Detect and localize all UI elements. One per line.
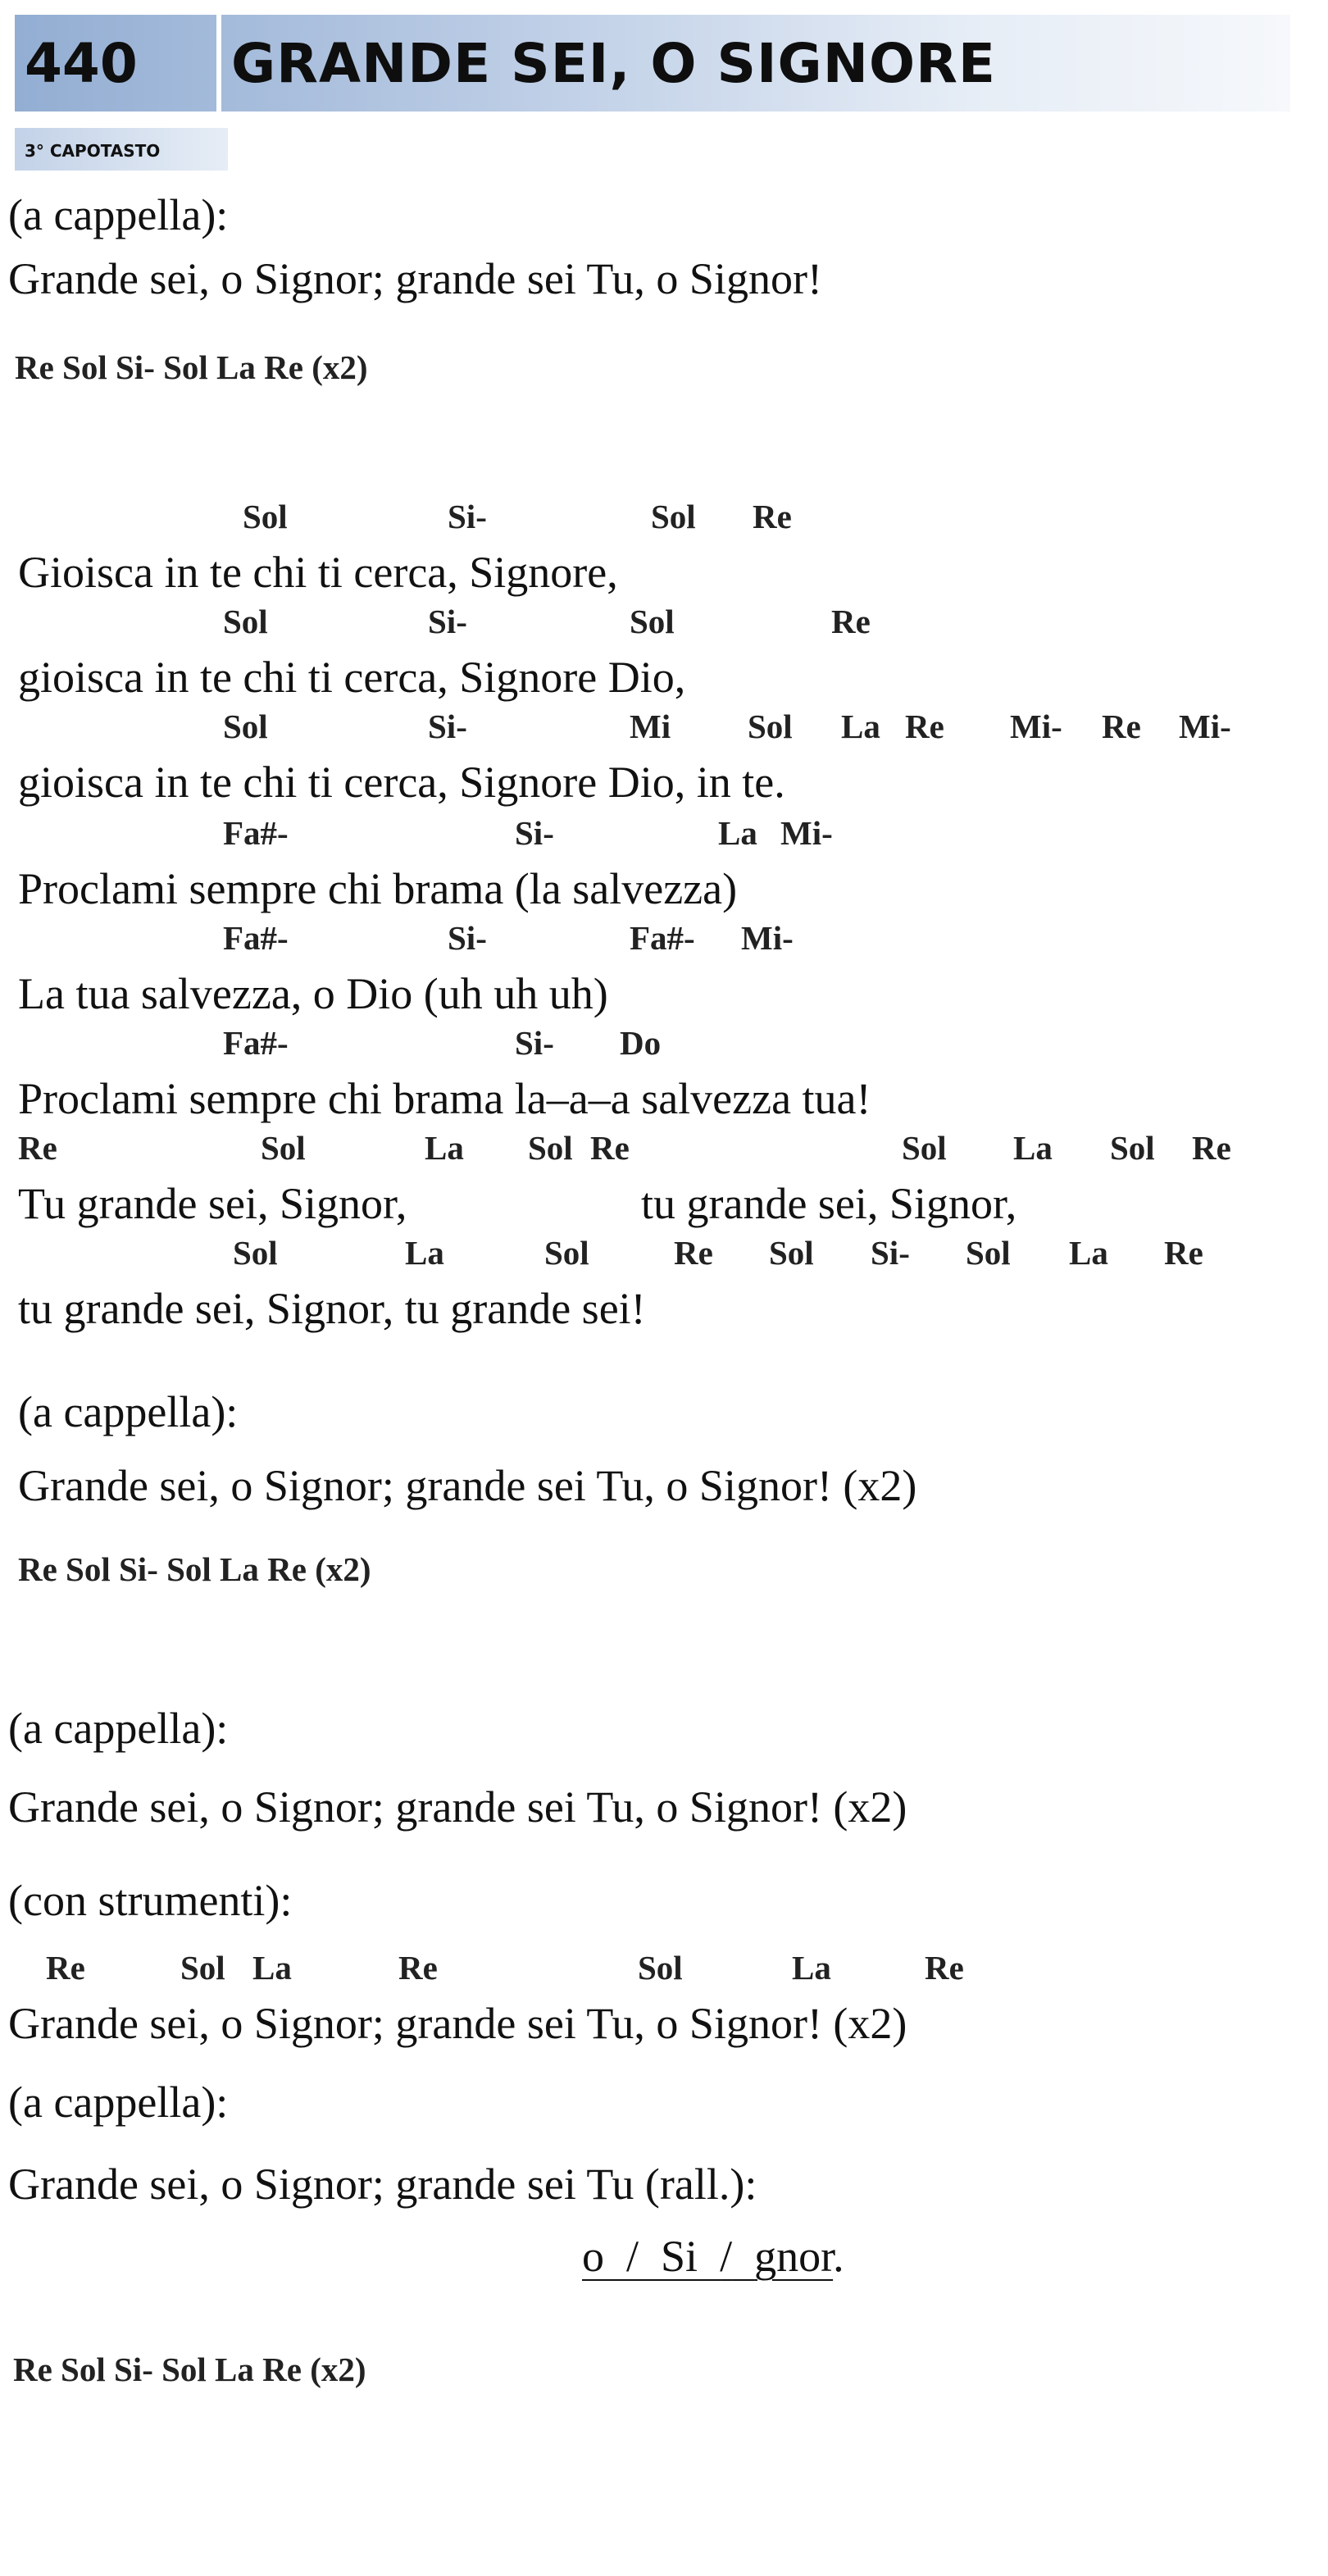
chord: Re xyxy=(398,1949,438,1987)
section-label: (a cappella): xyxy=(8,1704,229,1753)
chord: Re xyxy=(46,1949,85,1987)
chord: La xyxy=(792,1949,831,1987)
separator: / xyxy=(626,2232,639,2281)
chord-line: Re Sol Si- Sol La Re (x2) xyxy=(13,2351,366,2388)
section-label: (con strumenti): xyxy=(8,1876,293,1925)
chord: La xyxy=(252,1949,292,1987)
chord: Sol xyxy=(638,1949,683,1987)
chord: Si- xyxy=(428,603,467,640)
chord: Mi- xyxy=(1010,708,1062,745)
chord: Mi- xyxy=(741,919,794,957)
lyric-line: Proclami sempre chi brama (la salvezza) xyxy=(18,864,738,913)
chord: La xyxy=(425,1129,464,1167)
chord: Re xyxy=(925,1949,964,1987)
lyric-line: La tua salvezza, o Dio (uh uh uh) xyxy=(18,969,608,1018)
chord: La xyxy=(841,708,880,745)
chord: Fa#- xyxy=(223,814,289,852)
section-label: (a cappella): xyxy=(18,1387,239,1436)
ending-underlined xyxy=(582,2232,833,2281)
section-label: (a cappella): xyxy=(8,190,229,239)
chord: Re xyxy=(1102,708,1141,745)
lyric-line: Gioisca in te chi ti cerca, Signore, xyxy=(18,548,618,597)
lyric-line: gioisca in te chi ti cerca, Signore Dio, in te. xyxy=(18,758,785,807)
section-label: (a cappella): xyxy=(8,2078,229,2127)
ending-syllables xyxy=(582,2230,844,2282)
chord: Re xyxy=(831,603,871,640)
chord: Sol xyxy=(528,1129,573,1167)
chord: Si- xyxy=(448,498,487,535)
chord: Fa#- xyxy=(630,919,695,957)
chord: Re xyxy=(1164,1234,1203,1272)
chord: Sol xyxy=(769,1234,814,1272)
chord: Mi- xyxy=(780,814,833,852)
syllable: Si xyxy=(661,2232,698,2281)
chord: Re xyxy=(674,1234,713,1272)
lyric-line: Grande sei, o Signor; grande sei Tu (rall.): xyxy=(8,2160,757,2209)
lyric-line: Grande sei, o Signor; grande sei Tu, o Signor! (x2) xyxy=(8,1782,907,1832)
chord: Sol xyxy=(1110,1129,1155,1167)
chord: Sol xyxy=(544,1234,589,1272)
lyric-line: Grande sei, o Signor; grande sei Tu, o Signor! xyxy=(8,254,822,303)
chord: Sol xyxy=(902,1129,947,1167)
lyric-line: gioisca in te chi ti cerca, Signore Dio, xyxy=(18,653,686,702)
chord: Sol xyxy=(261,1129,306,1167)
ending-period: . xyxy=(833,2232,844,2281)
chord-line: Re Sol Si- Sol La Re (x2) xyxy=(15,348,368,386)
capo-label: 3° CAPOTASTO xyxy=(25,141,161,161)
lyric-line: Grande sei, o Signor; grande sei Tu, o Signor! (x2) xyxy=(18,1461,917,1510)
chord: La xyxy=(1069,1234,1108,1272)
lyric-line: Tu grande sei, Signor, xyxy=(18,1179,407,1228)
chord: Mi xyxy=(630,708,671,745)
chord: La xyxy=(718,814,757,852)
chord: Re xyxy=(18,1129,57,1167)
lyric-line: Grande sei, o Signor; grande sei Tu, o Signor! (x2) xyxy=(8,1999,907,2048)
lyric-line: Proclami sempre chi brama la–a–a salvezza tua! xyxy=(18,1074,871,1123)
chord: Fa#- xyxy=(223,1024,289,1062)
chord: Sol xyxy=(223,603,268,640)
chord: Sol xyxy=(180,1949,225,1987)
chord: Sol xyxy=(233,1234,278,1272)
song-title: GRANDE SEI, O SIGNORE xyxy=(231,32,996,95)
chord: Do xyxy=(620,1024,662,1062)
chord: Mi- xyxy=(1179,708,1231,745)
chord: Re xyxy=(590,1129,630,1167)
syllable: gnor xyxy=(754,2232,834,2281)
song-number: 440 xyxy=(25,32,138,95)
separator: / xyxy=(720,2232,733,2281)
chord: Re xyxy=(905,708,944,745)
chord: Sol xyxy=(966,1234,1011,1272)
chord: Sol xyxy=(223,708,268,745)
banner-divider xyxy=(216,15,221,112)
chord: Si- xyxy=(515,1024,554,1062)
chord: Sol xyxy=(630,603,675,640)
chord: Sol xyxy=(651,498,696,535)
chord: Si- xyxy=(871,1234,910,1272)
lyric-line: tu grande sei, Signor, xyxy=(641,1179,1017,1228)
chord: Si- xyxy=(515,814,554,852)
chord: Re xyxy=(753,498,792,535)
chord: Sol xyxy=(243,498,288,535)
syllable: o xyxy=(582,2232,604,2281)
chord: La xyxy=(405,1234,444,1272)
chord-line: Re Sol Si- Sol La Re (x2) xyxy=(18,1550,371,1588)
chord: Re xyxy=(1192,1129,1231,1167)
chord: Si- xyxy=(428,708,467,745)
chord: Si- xyxy=(448,919,487,957)
chord: La xyxy=(1013,1129,1053,1167)
chord: Sol xyxy=(748,708,793,745)
lyric-line: tu grande sei, Signor, tu grande sei! xyxy=(18,1284,646,1333)
chord: Fa#- xyxy=(223,919,289,957)
